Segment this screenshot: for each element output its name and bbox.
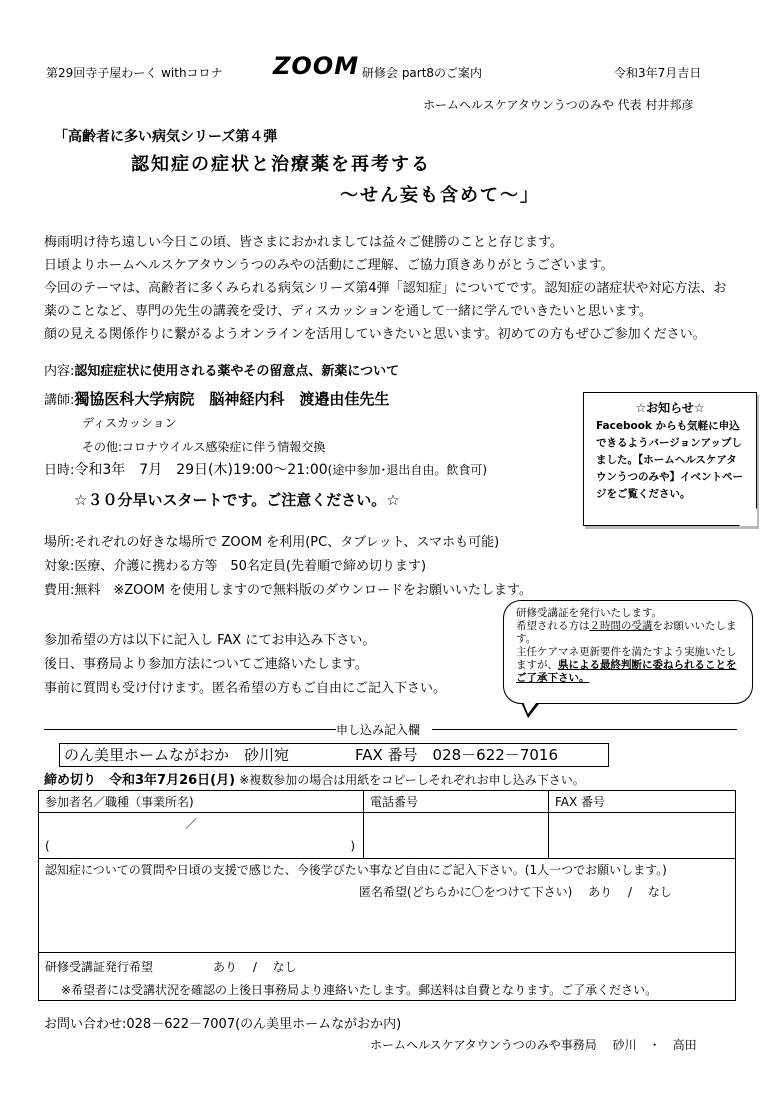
content-row xyxy=(44,360,399,379)
event-prefix: 第29回寺子屋わーく withコロナ xyxy=(46,66,223,80)
fax-number: FAX 番号 028－622－7016 xyxy=(355,746,558,764)
apply-line: 参加希望の方は以下に記入し FAX にてお申込み下さい。 xyxy=(44,633,376,648)
certificate-field[interactable] xyxy=(39,953,736,1001)
intro-line: 薬のことなど、専門の先生の講義を受け、ディスカッションを通して一緒に学んでいきたいと思います。 xyxy=(44,304,653,319)
apply-line: 事前に質問も受け付けます。匿名希望の方もご自由にご記入下さい。 xyxy=(44,681,446,696)
discussion: ディスカッション xyxy=(82,416,177,430)
question-field[interactable] xyxy=(39,859,736,953)
bubble-underline: ２時間の受講 xyxy=(589,620,653,632)
recipient: のん美里ホームながおか 砂川宛 xyxy=(64,746,290,764)
question-prompt: 認知症についての質問や日頃の支援で感じた、今後学びたい事など自由にご記入下さい。(1人一つでお願いします。) xyxy=(45,863,667,877)
apply-line: 後日、事務局より参加方法についてご連絡いたします。 xyxy=(44,657,368,672)
name-slash: ／ xyxy=(185,817,198,831)
early-start-notice: ☆３０分早いスタートです。ご注意ください。☆ xyxy=(74,491,400,509)
lecturer-value: 獨協医科大学病院 脳神経内科 渡邉由佳先生 xyxy=(74,390,390,408)
certificate-note: ※希望者には受講状況を確認の上後日事務局より連絡いたします。郵送料は自費となります。ご了承ください。 xyxy=(61,983,658,997)
issue-date: 令和3年7月吉日 xyxy=(614,66,702,80)
paren-open: ( xyxy=(45,839,50,853)
datetime-label: 日時: xyxy=(44,463,75,478)
section-title: 申し込み記入欄 xyxy=(336,723,421,737)
main-title: 認知症の症状と治療薬を再考する xyxy=(131,154,431,175)
deadline: 締め切り 令和3年7月26日(月) xyxy=(44,773,236,788)
fee: 費用:無料 ※ZOOM を使用しますので無料版のダウンロードをお願いいたします。 xyxy=(44,583,532,598)
datetime-row xyxy=(44,459,487,479)
fax-field[interactable] xyxy=(549,813,736,859)
lecturer-row xyxy=(44,388,389,409)
intro-line: 日頃よりホームヘルスケアタウンうつのみやの活動にご理解、ご協力頂きありがとうございます。 xyxy=(44,258,614,273)
zoom-logo-text: ZOOM xyxy=(273,52,360,80)
content-label: 内容: xyxy=(44,364,75,379)
paren-close: ) xyxy=(350,839,355,853)
intro-line: 顔の見える関係作りに繋がるようオンラインを活用していきたいと思います。初めての方もぜひご参加ください。 xyxy=(44,327,706,342)
name-field[interactable] xyxy=(39,813,364,859)
notice-heading: ☆お知らせ☆ xyxy=(635,401,705,415)
datetime-note: (途中参加･退出自由。飲食可) xyxy=(327,463,488,477)
bubble-line: 研修受講証を発行いたします。 xyxy=(516,607,663,619)
intro-line: 梅雨明け待ち遠しい今日この頃、皆さまにおかれましては益々ご健勝のことと存じます。 xyxy=(44,235,563,250)
series-title: 「高齢者に多い病気シリーズ第４弾 xyxy=(54,129,278,145)
place: 場所:それぞれの好きな場所で ZOOM を利用(PC、タブレット、スマホも可能) xyxy=(44,535,500,550)
bubble-text: 希望される方は xyxy=(516,620,590,632)
divider-left xyxy=(44,729,336,730)
lecturer-label: 講師: xyxy=(44,393,75,408)
anonymous-option: 匿名希望(どちらかに〇をつけて下さい) あり / なし xyxy=(359,885,672,899)
facebook-notice xyxy=(583,392,757,526)
sub-title: ～せん妄も含めて～」 xyxy=(340,185,540,206)
event-suffix: 研修会 part8のご案内 xyxy=(362,66,483,80)
notice-body: Facebook からも気軽に申込できるようバージョンアップしました。【ホームヘルスケアタウンうつのみや】イベントページをご覧ください。 xyxy=(596,420,743,500)
intro-paragraph xyxy=(44,231,726,346)
organizer: ホームヘルスケアタウンうつのみや 代表 村井邦彦 xyxy=(423,98,694,112)
col-header-phone: 電話番号 xyxy=(364,791,549,813)
application-form xyxy=(38,790,736,1001)
contact-info: お問い合わせ:028－622－7007(のん美里ホームながおか内) xyxy=(44,1017,402,1032)
divider-right xyxy=(432,729,737,730)
target: 対象:医療、介護に携わる方等 50名定員(先着順で締め切ります) xyxy=(44,559,427,574)
col-header-name: 参加者名／職種（事業所名) xyxy=(39,791,364,813)
other-info: その他:コロナウイルス感染症に伴う情報交換 xyxy=(82,440,326,454)
bubble-tail-fill xyxy=(522,699,539,714)
deadline-row xyxy=(44,769,585,788)
bubble-text: 主任ケアマネ更新要件を満たすよう実施いたしますが、 xyxy=(516,646,737,671)
certificate-bubble xyxy=(503,600,753,704)
page-fold xyxy=(739,508,757,526)
intro-line: 今回のテーマは、高齢者に多くみられる病気シリーズ第4弾「認知症」についてです。認知症の諸症状や対応方法、お xyxy=(44,281,727,296)
deadline-note: ※複数参加の場合は用紙をコピーしそれぞれお申し込み下さい。 xyxy=(239,773,585,787)
bubble-underline: 県による最終判断に委ねられることをご了承下さい。 xyxy=(516,659,737,684)
certificate-option: 研修受講証発行希望 あり / なし xyxy=(45,960,297,974)
phone-field[interactable] xyxy=(364,813,549,859)
bubble-text: をお願いいたします。 xyxy=(516,620,737,645)
datetime-value: 令和3年 7月 29日(木)19:00～21:00 xyxy=(74,462,328,478)
office-info: ホームヘルスケアタウンうつのみや事務局 砂川 ・ 高田 xyxy=(370,1038,697,1052)
col-header-fax: FAX 番号 xyxy=(549,791,736,813)
content-value: 認知症症状に使用される薬やその留意点、新薬について xyxy=(74,364,400,379)
